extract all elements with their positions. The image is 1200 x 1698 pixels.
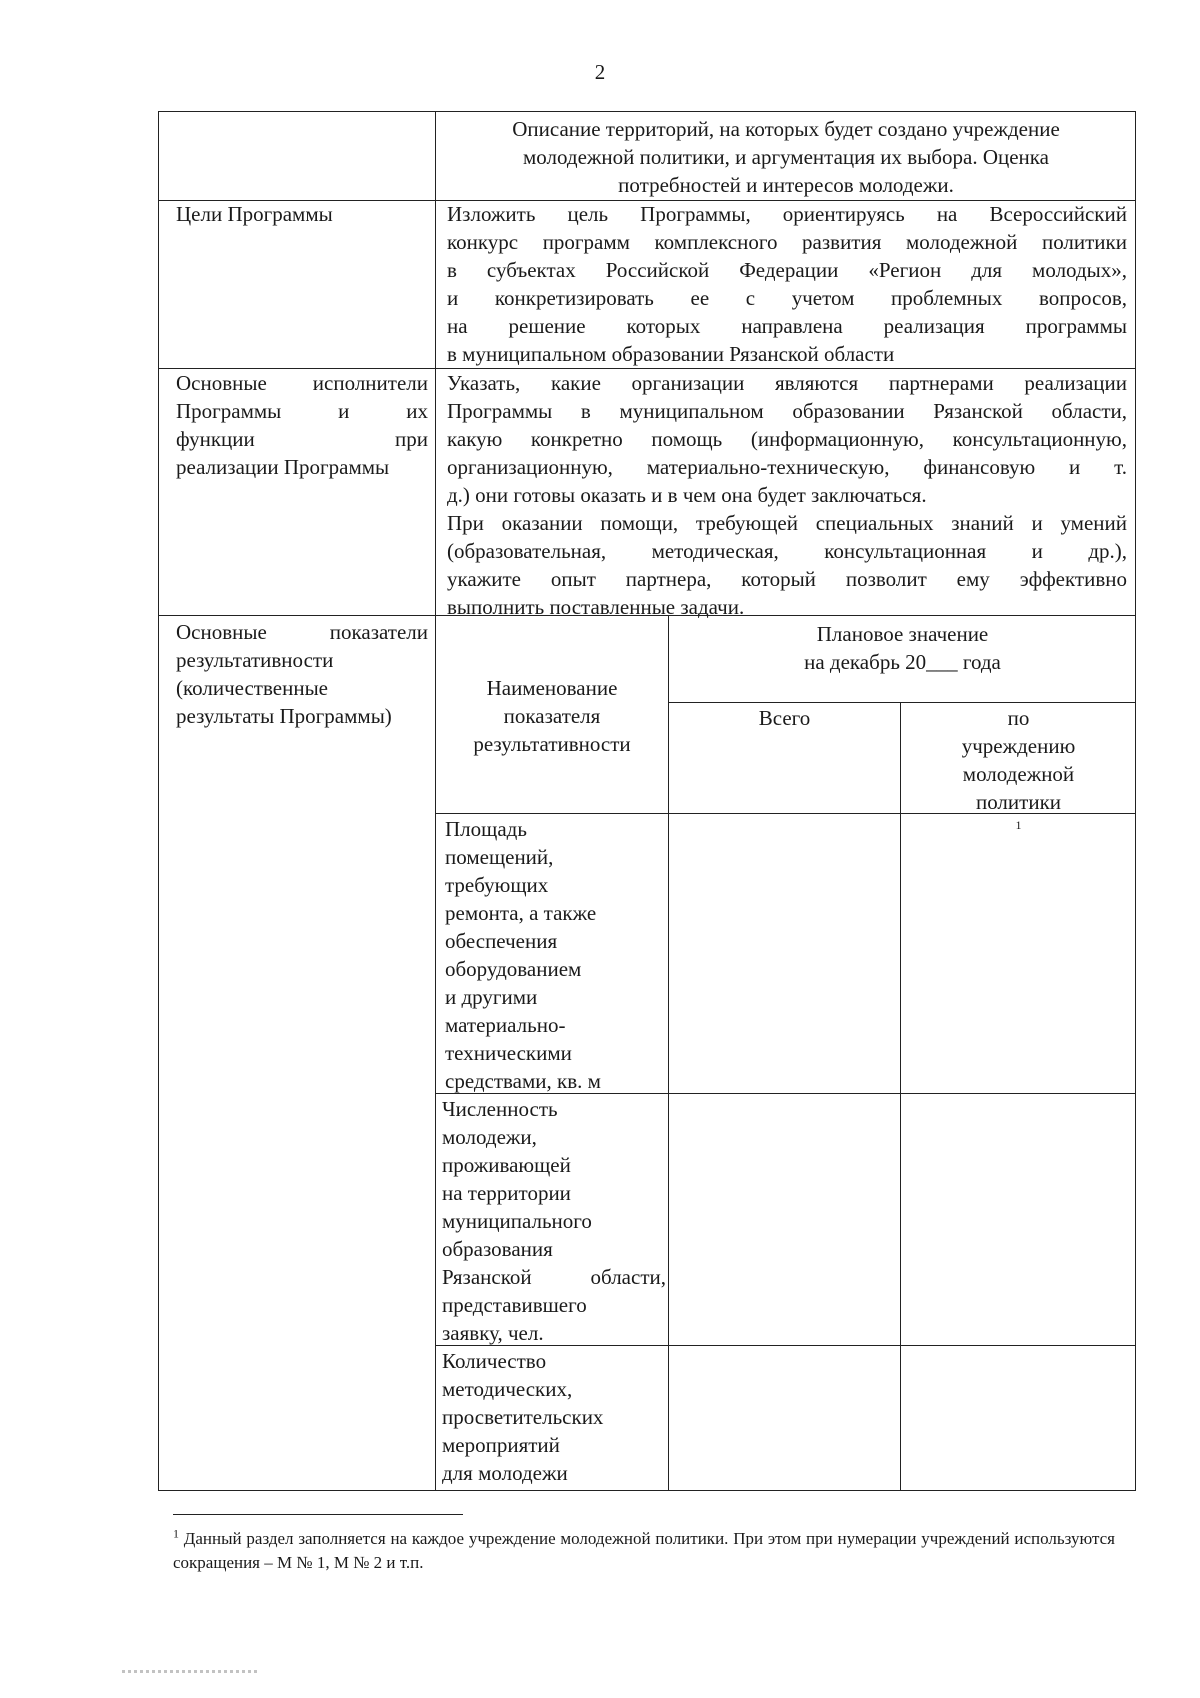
page-number: 2: [594, 60, 606, 84]
goals-text: Изложить цель Программы, ориентируясь на Всероссийский конкурс программ комплексного развития молодежной политики в субъектах Российской Федерации «Регион для молодых», и конкретизировать ее с учетом проблемных вопросов, на решение которых направлена реализация программы в муниципальном образовании Рязанской области: [447, 202, 1127, 366]
footnote-mark: 1: [173, 1526, 179, 1541]
column-divider: [435, 111, 436, 1491]
per-institution-header: по учреждению молодежной политики $^1$: [961, 706, 1076, 832]
row-divider: [668, 702, 1136, 703]
footnote-separator: [173, 1514, 463, 1515]
indicators-label: Основные показатели результативности (количественные результаты Программы): [176, 620, 428, 728]
indicator-item: Численность молодежи, проживающей на территории муниципального образования Рязанской области, представившего заявку, чел.: [442, 1097, 666, 1345]
territory-description: Описание территорий, на которых будет создано учреждение молодежной политики, и аргументация их выбора. Оценка потребностей и интересов молодежи.: [512, 117, 1060, 197]
executors-label: Основные исполнители Программы и их функции при реализации Программы: [176, 371, 428, 479]
indicator-item: Количество методических, просветительских мероприятий для молодежи: [442, 1349, 604, 1485]
indicator-item: Площадь помещений, требующих ремонта, а также обеспечения оборудованием и другими материально- техническими средствами, кв. м: [445, 817, 601, 1093]
indicator-name-header: Наименование показателя результативности: [473, 676, 631, 756]
plan-value-header: Плановое значение на декабрь 20___ года: [804, 622, 1001, 674]
scan-artifact: [122, 1670, 257, 1673]
footnote-reference: 1: [1015, 818, 1022, 832]
footnote: [173, 1527, 1115, 1575]
footnote-text: Данный раздел заполняется на каждое учреждение молодежной политики. При этом при нумерации учреждений используются сокращения – М № 1, М № 2 и т.п.: [173, 1529, 1116, 1572]
total-header: Всего: [758, 706, 811, 730]
executors-text: Указать, какие организации являются партнерами реализации Программы в муниципальном образовании Рязанской области, какую конкретно помощь (информационную, консультационную, организационную, материально-техническую, финансовую и т. д.) они готовы оказать и в чем она будет заключаться. При оказании помощи, требующей специальных знаний и умений (образовательная, методическая, консультационная и др.), укажите опыт партнера, который позволит ему эффективно выполнить поставленные задачи.: [447, 371, 1127, 619]
goals-label: Цели Программы: [176, 202, 333, 226]
column-divider: [668, 615, 669, 1491]
